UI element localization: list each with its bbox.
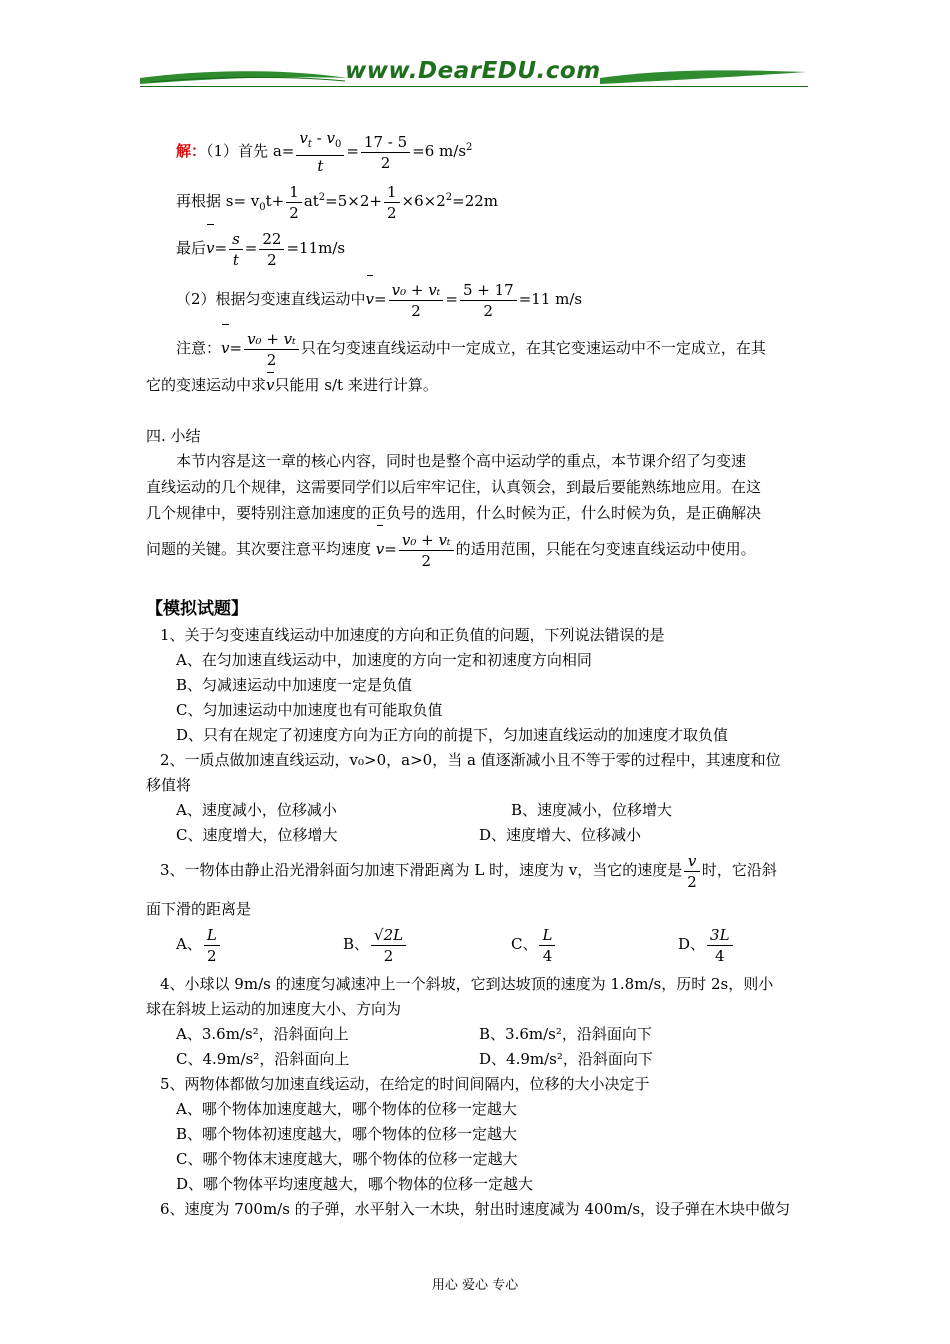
- q4-option-d: D、4.9m/s²，沿斜面向下: [479, 1050, 653, 1068]
- text: 只在匀变速直线运动中一定成立，在其它变速运动中不一定成立，在其: [300, 339, 766, 357]
- q1-option-d: D、只有在规定了初速度方向为正方向的前提下，匀加速直线运动的加速度才取负值: [176, 726, 729, 744]
- q1-option-b: B、匀减速运动中加速度一定是负值: [176, 676, 413, 694]
- q4-option-c: C、4.9m/s²，沿斜面向上: [176, 1050, 350, 1068]
- q5-option-d: D、哪个物体平均速度越大，哪个物体的位移一定越大: [176, 1175, 534, 1193]
- fraction: [259, 229, 284, 270]
- v-bar: v: [221, 326, 229, 370]
- right-swoosh-icon: [598, 64, 808, 94]
- q6: 6、速度为 700m/s 的子弹，水平射入一木块，射出时速度减为 400m/s，设子弹在木块中做匀: [160, 1200, 791, 1218]
- den: 2: [386, 203, 397, 222]
- q5-option-c: C、哪个物体末速度越大，哪个物体的位移一定越大: [176, 1150, 518, 1168]
- v-bar: v: [366, 277, 374, 321]
- note-line-1: 注意：v= $\frac{\text{v₀ + vₜ}}{2}$ 只在匀变速直线运动中一定成立，在其它变速运动中不一定成立，在其: [176, 326, 766, 370]
- den: 2: [267, 250, 277, 269]
- text: D、: [678, 935, 706, 953]
- q3: [160, 848, 777, 892]
- fraction: [204, 925, 220, 966]
- text: 问题的关键。其次要注意平均速度: [146, 540, 372, 558]
- num: √2L: [371, 925, 406, 946]
- num: 5 + 17: [460, 280, 517, 301]
- q3-option-d: [678, 922, 735, 966]
- num: 1: [384, 182, 400, 203]
- fraction: [384, 182, 400, 223]
- fraction: [539, 925, 555, 966]
- text: ×6×2: [401, 192, 446, 210]
- summary-title: 四. 小结: [146, 427, 201, 445]
- num: 1: [286, 182, 302, 203]
- fraction: [371, 925, 406, 966]
- fraction: [296, 128, 344, 176]
- text: C、: [511, 935, 538, 953]
- q2-option-b: B、速度减小，位移增大: [511, 801, 673, 819]
- den: 4: [715, 946, 725, 965]
- den: 2: [289, 203, 299, 222]
- page-footer: 用心 爱心 专心: [431, 1278, 519, 1293]
- q1: 1、关于匀变速直线运动中加速度的方向和正负值的问题，下列说法错误的是: [160, 626, 665, 644]
- num: L: [204, 925, 220, 946]
- result: =11m/s: [286, 239, 346, 257]
- den: t: [317, 157, 324, 175]
- op: -: [311, 129, 327, 147]
- text: 3、一物体由静止沿光滑斜面匀加速下滑距离为 L 时，速度为 v，当它的速度是: [160, 861, 683, 879]
- fraction: [389, 280, 444, 321]
- den: 2: [207, 946, 217, 965]
- text: B、: [343, 935, 370, 953]
- test-heading: 【模拟试题】: [146, 599, 248, 619]
- solution-line-4: （2）根据匀变速直线运动中v= $\frac{\text{v₀ + vₜ}}{2}$ = $\frac{5 + 17}{2}$ =11 m/s: [176, 277, 582, 321]
- text: （1）首先 a=: [206, 142, 295, 160]
- solution-line-1: 解：（1）首先 a= $\frac{v_t - v_0}{t}$ = $\frac{17 - 5}{2}$ =6 $m/s^2$: [176, 129, 473, 175]
- fraction: [229, 229, 243, 270]
- text: =22m: [452, 192, 499, 210]
- text: 注意：: [176, 339, 222, 357]
- solution-line-3: 最后v= $\frac{s}{t}$ = $\frac{22}{2}$ =11m/s: [176, 226, 345, 270]
- q5-option-b: B、哪个物体初速度越大，哪个物体的位移一定越大: [176, 1125, 518, 1143]
- fraction: [460, 280, 517, 321]
- q1-option-a: A、在匀加速直线运动中，加速度的方向一定和初速度方向相同: [176, 651, 592, 669]
- sup: 2: [318, 192, 326, 203]
- note-line-2: [146, 374, 438, 396]
- text: at: [303, 192, 319, 210]
- fraction: [244, 329, 299, 370]
- num: v₀ + vₜ: [389, 280, 444, 301]
- q5-option-a: A、哪个物体加速度越大，哪个物体的位移一定越大: [176, 1100, 517, 1118]
- den: 2: [411, 301, 421, 320]
- q2-option-a: A、速度减小，位移减小: [176, 801, 337, 819]
- summary-p1: 本节内容是这一章的核心内容，同时也是整个高中运动学的重点，本节课介绍了匀变速: [176, 452, 747, 470]
- num: 3L: [707, 925, 733, 946]
- sup: 2: [445, 192, 453, 203]
- num: 17 - 5: [361, 132, 410, 153]
- var: v: [299, 129, 308, 147]
- fraction: [707, 925, 733, 966]
- den: 4: [542, 946, 553, 965]
- q2-cont: 移值将: [146, 776, 192, 794]
- q4-option-b: B、3.6m/s²，沿斜面向下: [479, 1025, 652, 1043]
- sup: 2: [466, 142, 473, 153]
- den: 2: [380, 153, 391, 172]
- q2: 2、一质点做加速直线运动，v₀>0，a>0，当 a 值逐渐减小且不等于零的过程中，其速度和位: [160, 751, 781, 769]
- den: 2: [483, 301, 494, 320]
- text: A、: [176, 935, 202, 953]
- q3-option-c: [511, 922, 557, 966]
- text: 再根据 s= v: [176, 192, 260, 210]
- num: 22: [259, 229, 284, 250]
- q1-option-c: C、匀加速运动中加速度也有可能取负值: [176, 701, 443, 719]
- sub: t: [307, 139, 312, 150]
- sub: 0: [259, 202, 266, 213]
- text: 只能用 s/t 来进行计算。: [274, 376, 438, 394]
- site-logo: www.DearEDU.com: [345, 58, 601, 84]
- text: 它的变速运动中求: [146, 376, 267, 394]
- sub: 0: [334, 139, 342, 150]
- v-bar: v: [266, 376, 275, 394]
- v-bar: v: [376, 527, 384, 571]
- den: 2: [421, 551, 432, 570]
- text: 时，它沿斜: [701, 861, 777, 879]
- num: v₀ + vₜ: [244, 329, 299, 350]
- q4: 4、小球以 9m/s 的速度匀减速冲上一个斜坡，它到达坡顶的速度为 1.8m/s，历时 2s，则小: [160, 975, 774, 993]
- num: L: [539, 925, 555, 946]
- q3-option-b: [343, 922, 408, 966]
- q3-option-a: [176, 922, 222, 966]
- den: 2: [266, 350, 277, 369]
- num: v₀ + vₜ: [399, 530, 454, 551]
- summary-p2: 直线运动的几个规律，这需要同学们以后牢牢记住，认真领会，到最后要能熟练地应用。在这: [146, 478, 762, 496]
- summary-p3: 几个规律中，要特别注意加速度的正负号的选用，什么时候为正，什么时候为负，是正确解决: [146, 504, 762, 522]
- q4-option-a: A、3.6m/s²，沿斜面向上: [176, 1025, 349, 1043]
- q5: 5、两物体都做匀加速直线运动，在给定的时间间隔内，位移的大小决定于: [160, 1075, 650, 1093]
- q4-cont: 球在斜坡上运动的加速度大小、方向为: [146, 1000, 402, 1018]
- num: s: [229, 229, 243, 250]
- fraction: [684, 851, 700, 892]
- fraction: [286, 182, 302, 223]
- summary-p4: 问题的关键。其次要注意平均速度 v= $\frac{\text{v₀ + vₜ}}{2}$ 的适用范围，只能在匀变速直线运动中使用。: [146, 527, 756, 571]
- header-rule: [140, 86, 808, 87]
- fraction: [399, 530, 454, 571]
- text: 最后: [176, 239, 207, 257]
- result: =6 m/s: [412, 142, 467, 160]
- q2-option-d: D、速度增大、位移减小: [479, 826, 642, 844]
- q2-option-c: C、速度增大，位移增大: [176, 826, 338, 844]
- den: t: [232, 250, 239, 269]
- num: v: [684, 851, 700, 872]
- fraction: [361, 132, 410, 173]
- result: =11 m/s: [518, 290, 583, 308]
- text: =5×2+: [325, 192, 382, 210]
- solution-line-2: [176, 176, 498, 230]
- solution-label: 解：: [176, 142, 207, 160]
- den: 2: [383, 946, 394, 965]
- q3-cont: 面下滑的距离是: [146, 900, 252, 918]
- v-bar: v: [206, 226, 214, 270]
- text: t+: [265, 192, 285, 210]
- den: 2: [687, 872, 697, 891]
- left-swoosh-icon: [140, 64, 350, 94]
- var: v: [326, 129, 335, 147]
- text: 的适用范围，只能在匀变速直线运动中使用。: [455, 540, 756, 558]
- text: （2）根据匀变速直线运动中: [176, 290, 366, 308]
- page-header: [140, 58, 808, 98]
